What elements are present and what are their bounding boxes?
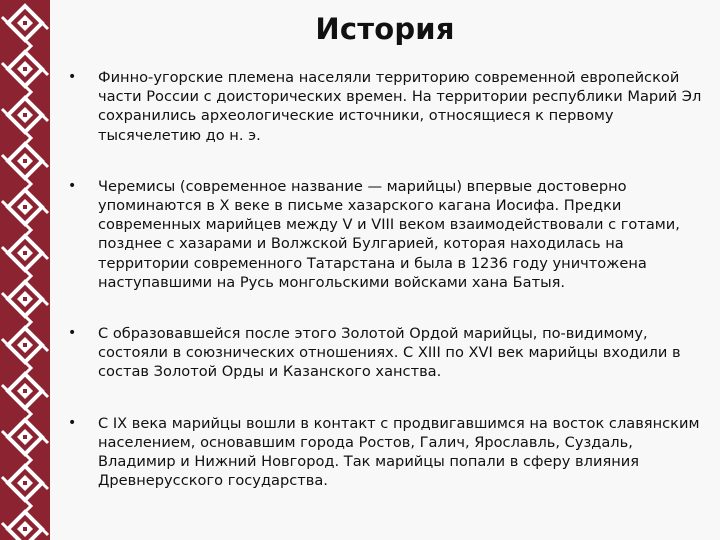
ornament-motif: [2, 236, 48, 282]
bullet-marker: •: [68, 414, 77, 431]
ornament-motif: [2, 6, 48, 52]
list-item: [66, 177, 710, 292]
bullet-text: Черемисы (современное название — марийцы) впервые достоверно упоминаются в X веке в письме хазарского кагана Иосифа. Предки современных марийцев между V и VIII веком взаимодействовали с готами, позднее с хазарами и Волжской Булгарией, которая находилась на территории современного Татарстана и была в 1236 году уничтожена наступавшими на Русь монгольскими войсками хана Батыя.: [98, 177, 680, 291]
ornament-motif: [2, 420, 48, 466]
ornament-motif: [2, 512, 48, 540]
ornament-motif: [2, 144, 48, 190]
bullet-list: [66, 68, 710, 490]
ornament-motif: [2, 328, 48, 374]
ornament-motif: [2, 190, 48, 236]
list-item: [66, 414, 710, 491]
ornament-motif: [2, 52, 48, 98]
list-item: [66, 324, 710, 382]
ornament-motif: [2, 374, 48, 420]
list-item: [66, 68, 710, 145]
page-title: История: [315, 12, 455, 46]
bullet-text: С образовавшейся после этого Золотой Ордой марийцы, по-видимому, состояли в союзнических отношениях. С XIII по XVI век марийцы входили в состав Золотой Орды и Казанского ханства.: [98, 325, 681, 381]
ornament-pattern-icon: [0, 0, 50, 540]
bullet-text: С IX века марийцы вошли в контакт с продвигавшимся на восток славянским населением, основавшим города Ростов, Галич, Ярославль, Суздаль, Владимир и Нижний Новгород. Так марийцы попали в сферу влияния Древнерусского государства.: [98, 414, 700, 490]
bullet-marker: •: [68, 69, 77, 85]
ornament-motif: [2, 282, 48, 328]
bullet-marker: •: [68, 325, 77, 342]
ornament-motif: [2, 98, 48, 144]
bullet-text: Финно-угорские племена населяли территорию современной европейской части России с доисторических времен. На территории республики Марий Эл сохранились археологические источники, относящиеся к первому тысячелетию до н. э.: [98, 69, 702, 144]
bullet-marker: •: [68, 177, 77, 194]
ornament-border: [0, 0, 50, 540]
ornament-motif: [2, 466, 48, 512]
